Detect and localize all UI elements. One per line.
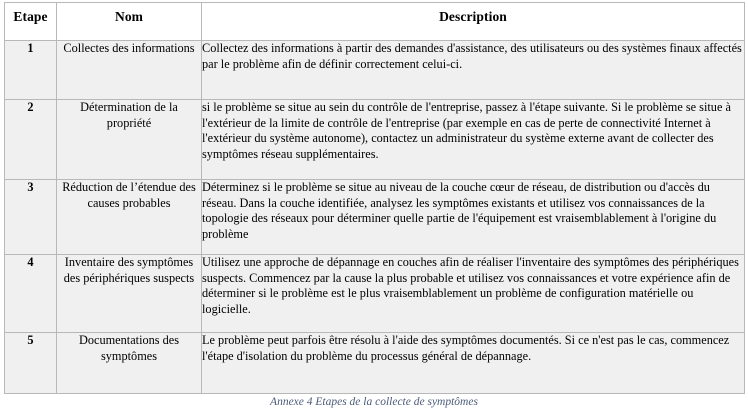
column-header-etape: Etape	[5, 3, 57, 41]
table-header	[5, 3, 745, 41]
table-header-row	[5, 3, 745, 41]
table-row	[5, 255, 745, 333]
table-row	[5, 180, 745, 255]
table-row	[5, 41, 745, 100]
cell-etape: 4	[5, 255, 57, 333]
cell-etape: 5	[5, 333, 57, 394]
cell-nom: Documentations des symptômes	[57, 333, 202, 394]
cell-description: Utilisez une approche de dépannage en couches afin de réaliser l'inventaire des symptômes des périphériques suspects. Commencez par la cause la plus probable et utilisez vos connaissances et votre expérience afin de déterminer si le problème est le plus vraisemblablement un problème de configuration matérielle ou logicielle.	[202, 255, 745, 333]
table-row	[5, 333, 745, 394]
figure-caption: Annexe 4 Etapes de la collecte de symptômes	[270, 396, 478, 408]
cell-etape: 2	[5, 100, 57, 180]
steps-table-container	[4, 2, 744, 394]
symptom-collection-steps-table	[4, 2, 745, 394]
column-header-nom: Nom	[57, 3, 202, 41]
cell-nom: Collectes des informations	[57, 41, 202, 100]
cell-etape: 1	[5, 41, 57, 100]
table-body	[5, 41, 745, 394]
cell-etape: 3	[5, 180, 57, 255]
cell-nom: Détermination de la propriété	[57, 100, 202, 180]
column-header-description: Description	[202, 3, 745, 41]
cell-description: Déterminez si le problème se situe au niveau de la couche cœur de réseau, de distribution ou d'accès du réseau. Dans la couche identifiée, analysez les symptômes existants et utilisez vos connaissances de la topologie des réseaux pour déterminer quelle partie de l'équipement est vraisemblablement à l'origine du problème	[202, 180, 745, 255]
cell-nom: Inventaire des symptômes des périphériques suspects	[57, 255, 202, 333]
cell-description: Collectez des informations à partir des demandes d'assistance, des utilisateurs ou des systèmes finaux affectés par le problème afin de définir correctement celui-ci.	[202, 41, 745, 100]
cell-nom: Réduction de l’étendue des causes probables	[57, 180, 202, 255]
table-row	[5, 100, 745, 180]
cell-description: si le problème se situe au sein du contrôle de l'entreprise, passez à l'étape suivante. Si le problème se situe à l'extérieur de la limite de contrôle de l'entreprise (par exemple en cas de perte de connectivité Internet à l'extérieur du système autonome), contactez un administrateur du système externe avant de collecter des symptômes réseau supplémentaires.	[202, 100, 745, 180]
cell-description: Le problème peut parfois être résolu à l'aide des symptômes documentés. Si ce n'est pas le cas, commencez l'étape d'isolation du problème du processus général de dépannage.	[202, 333, 745, 394]
